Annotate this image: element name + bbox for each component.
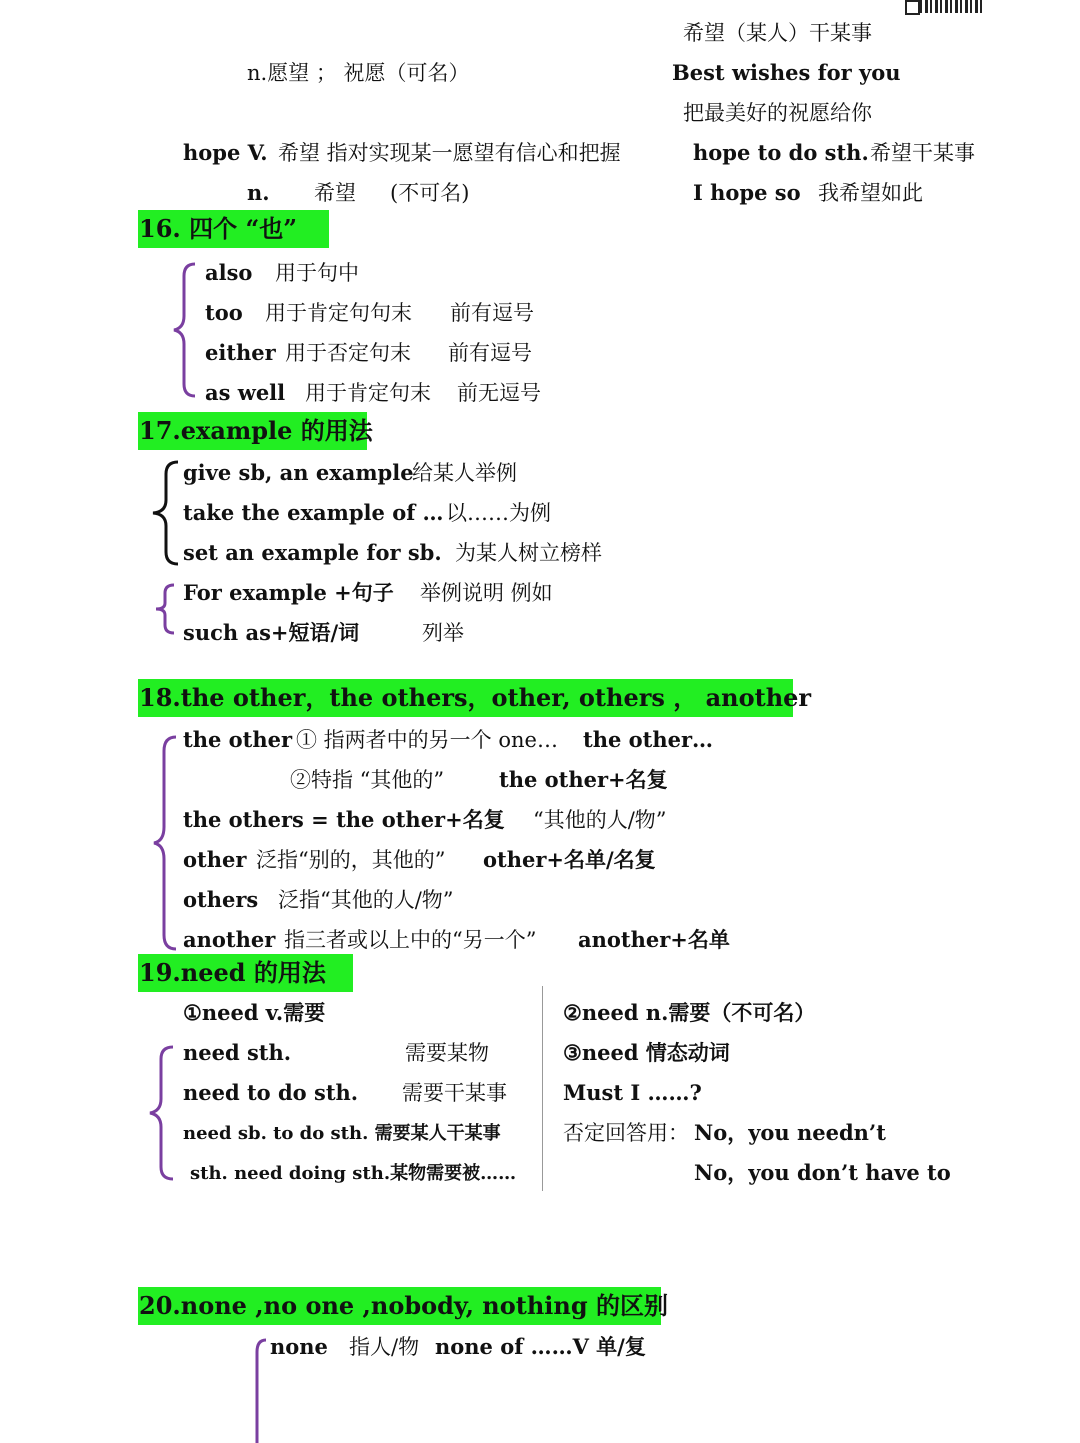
- negative-answer-label: 否定回答用：: [563, 1121, 689, 1145]
- need-to-do-meaning: 需要干某事: [402, 1081, 507, 1105]
- hope-to-do: hope to do sth.: [693, 140, 869, 165]
- section-20-title: 20.none ,no one ,nobody, nothing 的区别: [138, 1287, 661, 1325]
- section-16-title: 16. 四个 “也”: [138, 210, 329, 248]
- take-example-meaning: 以……为例: [446, 501, 551, 525]
- such-as-meaning: 列举: [422, 621, 464, 645]
- set-example: set an example for sb.: [183, 540, 442, 565]
- the-other: the other: [183, 727, 293, 752]
- hope-to-do-meaning: 希望干某事: [870, 141, 975, 165]
- item-as-well-note: 前无逗号: [457, 381, 541, 405]
- section-19-title: 19.need 的用法: [138, 954, 353, 992]
- others: others: [183, 887, 259, 912]
- must-i-question: Must I ……?: [563, 1080, 702, 1105]
- item-too-note: 前有逗号: [450, 301, 534, 325]
- column-divider: [542, 986, 543, 1191]
- hope-so-meaning: 我希望如此: [818, 181, 923, 205]
- such-as: such as+短语/词: [183, 620, 360, 645]
- wish-example: Best wishes for you: [672, 60, 901, 85]
- item-too-usage: 用于肯定句句末: [265, 301, 412, 325]
- need-to-do: need to do sth.: [183, 1080, 359, 1105]
- section-17-title: 17.example 的用法: [138, 412, 367, 450]
- section-20-brace: [244, 1338, 270, 1443]
- wish-noun-line: n.愿望 ； 祝愿（可名）: [247, 61, 470, 85]
- hope-noun-meaning: 希望: [314, 181, 356, 205]
- hope-noun-note: (不可名): [390, 181, 470, 205]
- item-as-well-usage: 用于肯定句末: [305, 381, 431, 405]
- hope-verb-label: hope V.: [183, 140, 268, 165]
- item-too: too: [205, 300, 243, 325]
- the-other-plural: the other+名复: [499, 767, 668, 792]
- other-pattern: other+名单/名复: [483, 847, 656, 872]
- wish-example-translation: 把最美好的祝愿给你: [683, 101, 872, 125]
- none: none: [270, 1334, 328, 1359]
- item-either-note: 前有逗号: [448, 341, 532, 365]
- need-sth-meaning: 需要某物: [405, 1041, 489, 1065]
- need-verb-head: ①need v.需要: [183, 1000, 326, 1025]
- the-others-meaning: “其他的人/物”: [533, 808, 667, 832]
- hope-noun-label: n.: [247, 180, 270, 205]
- for-example-meaning: 举例说明 例如: [420, 581, 553, 605]
- give-example: give sb, an example: [183, 460, 414, 485]
- section-18-title: 18.the other，the others，other, others ， another: [138, 679, 793, 717]
- negative-answer-1: No，you needn’t: [694, 1120, 886, 1145]
- others-meaning: 泛指“其他的人/物”: [278, 888, 454, 912]
- hope-verb-meaning: 希望 指对实现某一愿望有信心和把握: [278, 141, 621, 165]
- none-meaning: 指人/物: [349, 1335, 420, 1359]
- section-17-brace-a: [150, 460, 182, 566]
- for-example: For example +句子: [183, 580, 394, 605]
- another-meaning: 指三者或以上中的“另一个”: [284, 928, 537, 952]
- hope-so: I hope so: [693, 180, 801, 205]
- the-others: the others = the other+名复: [183, 807, 505, 832]
- item-as-well: as well: [205, 380, 286, 405]
- sth-need-doing: sth. need doing sth.某物需要被……: [190, 1163, 517, 1184]
- the-other-meaning-1: ① 指两者中的另一个 one…: [296, 728, 558, 752]
- other: other: [183, 847, 247, 872]
- negative-answer-2: No，you don’t have to: [694, 1160, 951, 1185]
- need-sth: need sth.: [183, 1040, 292, 1065]
- another-pattern: another+名单: [578, 927, 730, 952]
- item-either: either: [205, 340, 276, 365]
- section-17-brace-b: [150, 583, 180, 635]
- item-also: also: [205, 260, 253, 285]
- need-noun-head: ②need n.需要（不可名）: [563, 1000, 816, 1025]
- item-also-usage: 用于句中: [275, 261, 359, 285]
- the-other-meaning-2: ②特指 “其他的”: [290, 768, 445, 792]
- qr-code-mark: [905, 0, 985, 13]
- need-sb-to-do: need sb. to do sth. 需要某人干某事: [183, 1123, 501, 1144]
- section-18-brace: [150, 735, 180, 951]
- section-16-brace: [170, 262, 200, 398]
- give-example-meaning: 给某人举例: [412, 461, 517, 485]
- the-other-pattern: the other…: [583, 727, 714, 752]
- need-modal-head: ③need 情态动词: [563, 1040, 730, 1065]
- wish-someone-line: 希望（某人）干某事: [683, 21, 872, 45]
- take-example: take the example of …: [183, 500, 444, 525]
- another: another: [183, 927, 276, 952]
- set-example-meaning: 为某人树立榜样: [455, 541, 602, 565]
- other-meaning: 泛指“别的，其他的”: [256, 848, 446, 872]
- none-of-pattern: none of ……V 单/复: [435, 1334, 646, 1359]
- item-either-usage: 用于否定句末: [285, 341, 411, 365]
- section-19-brace: [146, 1045, 178, 1181]
